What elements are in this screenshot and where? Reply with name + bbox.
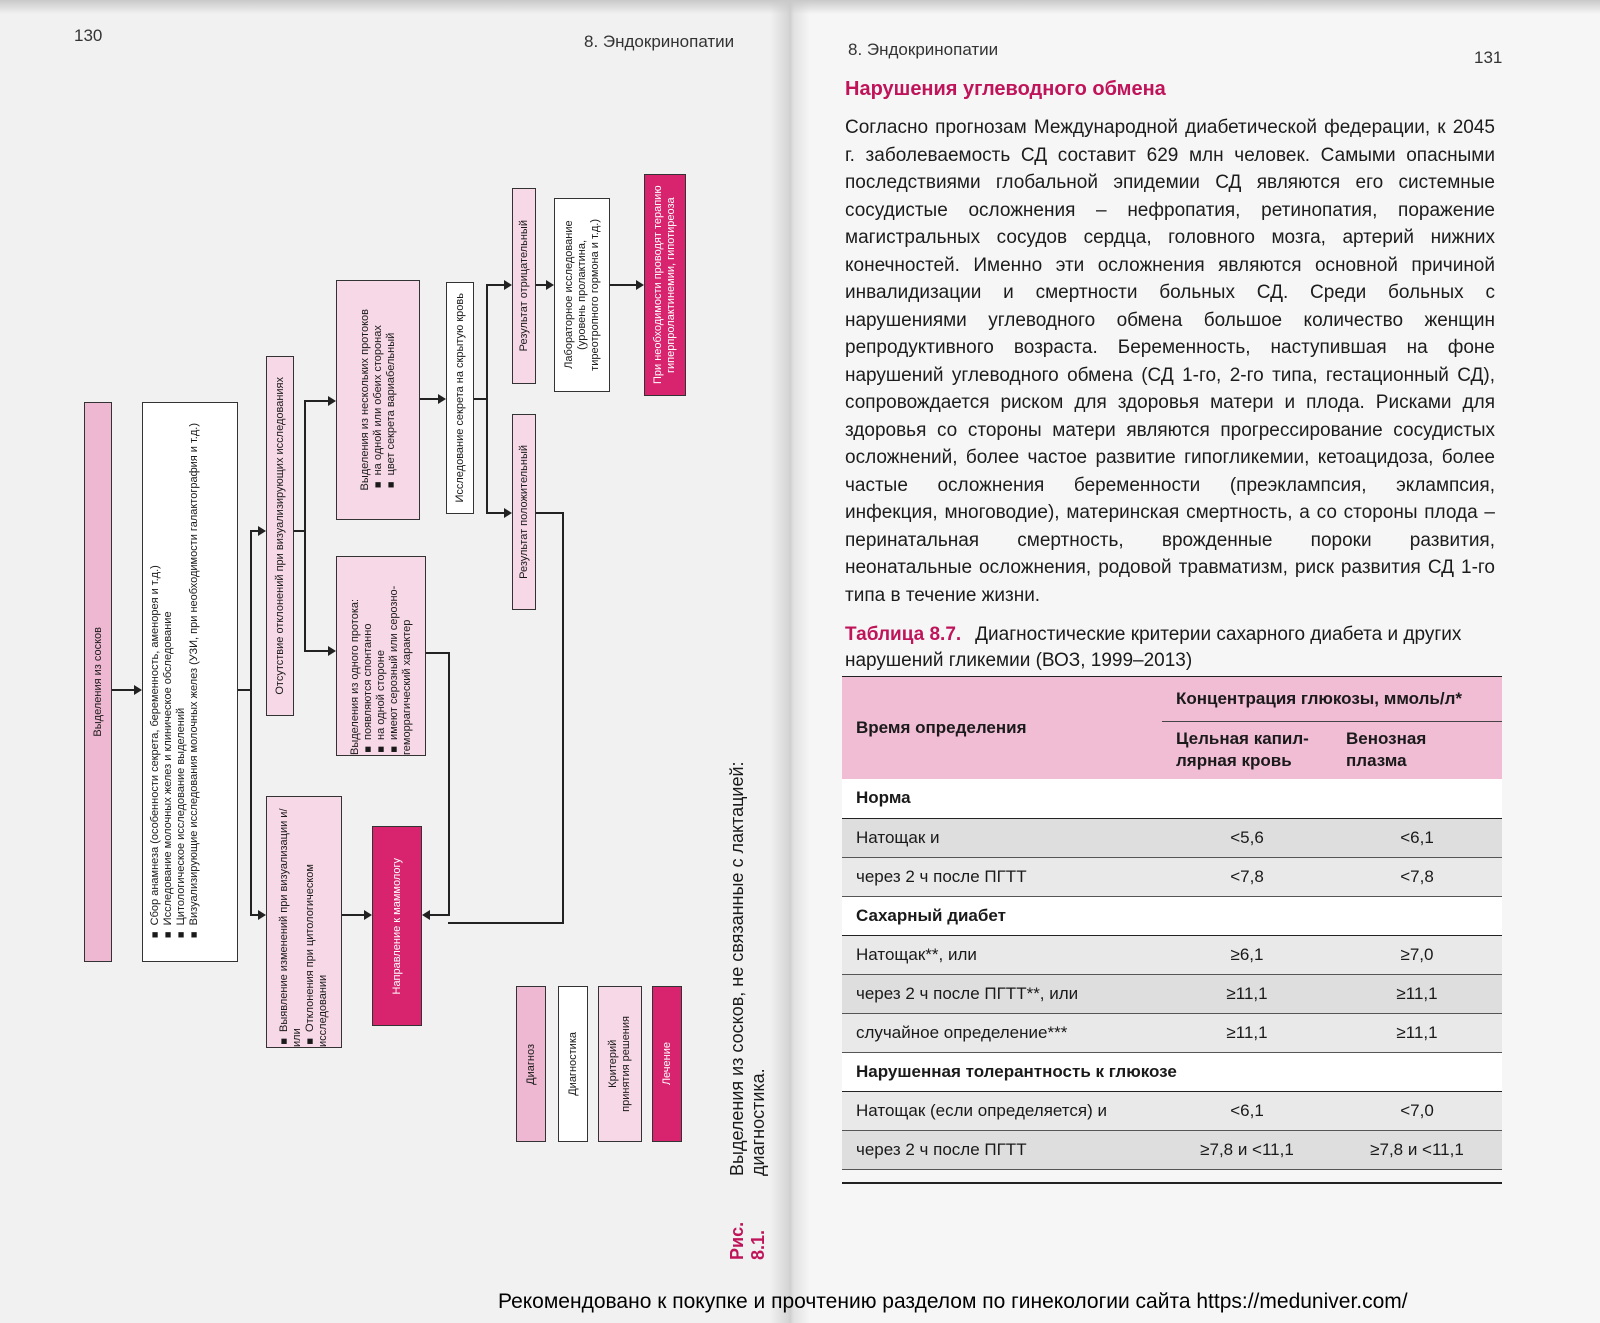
legend-criterion: Критерий принятия решения <box>598 986 642 1142</box>
figure-caption <box>727 660 768 1260</box>
connector <box>448 652 450 916</box>
top-shadow <box>0 0 1600 14</box>
cell-time: через 2 ч после ПГТТ <box>842 857 1162 896</box>
table-row <box>842 857 1502 896</box>
cell-capillary: <7,8 <box>1162 857 1332 896</box>
cell-capillary: ≥11,1 <box>1162 974 1332 1013</box>
table-section-row <box>842 779 1502 818</box>
node-occult-blood: Исследование секрета на скрытую кровь <box>446 282 474 514</box>
connector <box>474 398 486 400</box>
node-start: Выделения из сосков <box>84 402 112 962</box>
cell-capillary: <6,1 <box>1162 1091 1332 1130</box>
arrow <box>546 280 554 290</box>
figure-label: Рис. 8.1. <box>727 1221 768 1260</box>
connector <box>304 650 328 652</box>
header-concentration: Концентрация глюкозы, ммоль/л* <box>1162 677 1502 721</box>
glucose-criteria-table <box>842 677 1502 1170</box>
table-caption <box>845 622 1495 674</box>
cell-venous: ≥7,8 и <11,1 <box>1332 1130 1502 1169</box>
flowchart <box>80 176 780 1246</box>
connector <box>238 689 250 691</box>
connector <box>562 512 564 924</box>
cell-venous: <7,0 <box>1332 1091 1502 1130</box>
cell-venous: ≥11,1 <box>1332 974 1502 1013</box>
node-lab: Лабораторное исследование (уровень пролактина, тиреотропного гормона и т.д.) <box>554 198 610 392</box>
table-row <box>842 1013 1502 1052</box>
table-row <box>842 935 1502 974</box>
connector <box>342 914 364 916</box>
cell-time: Натощак (если определяется) и <box>842 1091 1162 1130</box>
right-page-number: 131 <box>1474 48 1503 67</box>
node-exam: ■ Сбор анамнеза (особенности секрета, беременность, аменорея и т.д.) ■ Исследование молочных желез и клиническое обследование ■ Цитологическое исследование выделений ■ Визуализирующие исследования молочных желез (УЗИ, при необходимости галактография и т.д.) <box>142 402 238 962</box>
arrow <box>134 685 142 695</box>
arrow <box>504 508 512 518</box>
connector <box>112 689 134 691</box>
body-paragraph: Согласно прогнозам Международной диабетической федерации, к 2045 г. заболеваемость СД составит 629 млн человек. Самыми опасными последствиями глобальной эпидемии СД являются его системные сосудистые осложнения – нефропатия, ретинопатия, поражение магистральных сосудов сердца, головного мозга, артерий нижних конечностей. Именно эти осложнения являются основной причиной инвалидизации и смертности больных СД. Среди больных с нарушениями углеводного обмена большое количество женщин репродуктивного возраста. Беременность, наступившая на фоне нарушений углеводного обмена (СД 1-го, 2-го типа, гестационный СД), сопровождается риском для здоровья матери и плода. Рисками для здоровья со стороны матери являются прогрессирование сосудистых осложнений, более частое развитие гипогликемии, кетоацидоза, более частые осложнения беременности (преэклампсия, эклампсия, инфекция, многоводие), материнская смертность, а со стороны плода – перинатальная смертность, врожденные пороки развития, неонатальные осложнения, родовой травматизм, риск развития СД 1-го типа в течение жизни. <box>845 117 1495 606</box>
header-capillary: Цельная капил-лярная кровь <box>1162 721 1332 779</box>
table-row <box>842 974 1502 1013</box>
node-positive: Результат положительный <box>512 414 536 610</box>
header-time: Время определения <box>842 677 1162 779</box>
table-bottom-rule <box>842 1182 1502 1184</box>
table-section-row <box>842 1052 1502 1091</box>
cell-time: через 2 ч после ПГТТ <box>842 1130 1162 1169</box>
connector <box>250 914 258 916</box>
node-multi-duct: Выделения из нескольких протоков ■ на одной или обеих сторонах ■ цвет секрета вариабельный <box>336 280 420 520</box>
connector <box>250 530 252 915</box>
cell-venous: ≥7,0 <box>1332 935 1502 974</box>
left-page-number: 130 <box>74 26 103 45</box>
arrow <box>258 910 266 920</box>
right-running-header: 8. Эндокринопатии <box>848 40 999 59</box>
cell-venous: <7,8 <box>1332 857 1502 896</box>
connector <box>304 400 306 650</box>
connector <box>486 512 504 514</box>
cell-capillary: ≥7,8 и <11,1 <box>1162 1130 1332 1169</box>
footer-recommendation: Рекомендовано к покупке и прочтению разделом по гинекологии сайта https://meduniver.com/ <box>498 1290 1408 1313</box>
legend-diagnosis: Диагноз <box>516 986 546 1142</box>
section-title: Нарушенная толерантность к глюкозе <box>842 1052 1502 1091</box>
connector <box>536 284 546 286</box>
table-row <box>842 1130 1502 1169</box>
cell-capillary: ≥11,1 <box>1162 1013 1332 1052</box>
node-no-deviation: Отсутствие отклонений при визуализирующих исследованиях <box>266 356 294 716</box>
arrow <box>328 646 336 656</box>
node-single-duct: Выделения из одного протока: ■ появляются спонтанно ■ на одной стороне ■ имеют серозный или серозно-геморрагический характер <box>336 556 426 756</box>
table-row <box>842 818 1502 857</box>
left-running-header: 8. Эндокринопатии <box>584 32 735 51</box>
connector <box>486 284 504 286</box>
figure-caption-text: Выделения из сосков, не связанные с лактацией: диагностика. <box>727 761 768 1177</box>
cell-capillary: <5,6 <box>1162 818 1332 857</box>
cell-time: через 2 ч после ПГТТ**, или <box>842 974 1162 1013</box>
cell-time: Натощак и <box>842 818 1162 857</box>
table-row <box>842 1091 1502 1130</box>
arrow <box>258 526 266 536</box>
node-negative: Результат отрицательный <box>512 188 536 384</box>
arrow <box>364 910 372 920</box>
section-heading: Нарушения углеводного обмена <box>845 78 1166 100</box>
arrow <box>504 280 512 290</box>
connector <box>426 652 448 654</box>
node-deviation: ■ Выявление изменений при визуализации и/или ■ Отклонения при цитологическом исследовании <box>266 796 342 1048</box>
cell-venous: <6,1 <box>1332 818 1502 857</box>
section-title: Норма <box>842 779 1502 818</box>
node-referral: Направление к маммологу <box>372 826 422 1026</box>
table-title: Диагностические критерии сахарного диабета и других нарушений гликемии (ВОЗ, 1999–2013) <box>845 624 1462 671</box>
connector <box>250 530 258 532</box>
table-label: Таблица 8.7. <box>845 624 962 645</box>
arrow <box>636 280 644 290</box>
cell-venous: ≥11,1 <box>1332 1013 1502 1052</box>
connector <box>448 922 564 924</box>
table-section-row <box>842 896 1502 935</box>
arrow <box>422 910 430 920</box>
connector <box>420 398 438 400</box>
connector <box>294 530 304 532</box>
header-venous: Венозная плазма <box>1332 721 1502 779</box>
connector <box>536 512 564 514</box>
arrow <box>328 396 336 406</box>
connector <box>486 284 488 514</box>
cell-time: Натощак**, или <box>842 935 1162 974</box>
legend-diagnostics: Диагностика <box>558 986 588 1142</box>
cell-capillary: ≥6,1 <box>1162 935 1332 974</box>
legend-treatment: Лечение <box>652 986 682 1142</box>
connector <box>304 400 328 402</box>
cell-time: случайное определение*** <box>842 1013 1162 1052</box>
node-treatment: При необходимости проводят терапию гиперпролактинемии, гипотиреоза <box>644 174 686 396</box>
connector <box>430 914 450 916</box>
connector <box>610 284 636 286</box>
arrow <box>438 394 446 404</box>
section-title: Сахарный диабет <box>842 896 1502 935</box>
